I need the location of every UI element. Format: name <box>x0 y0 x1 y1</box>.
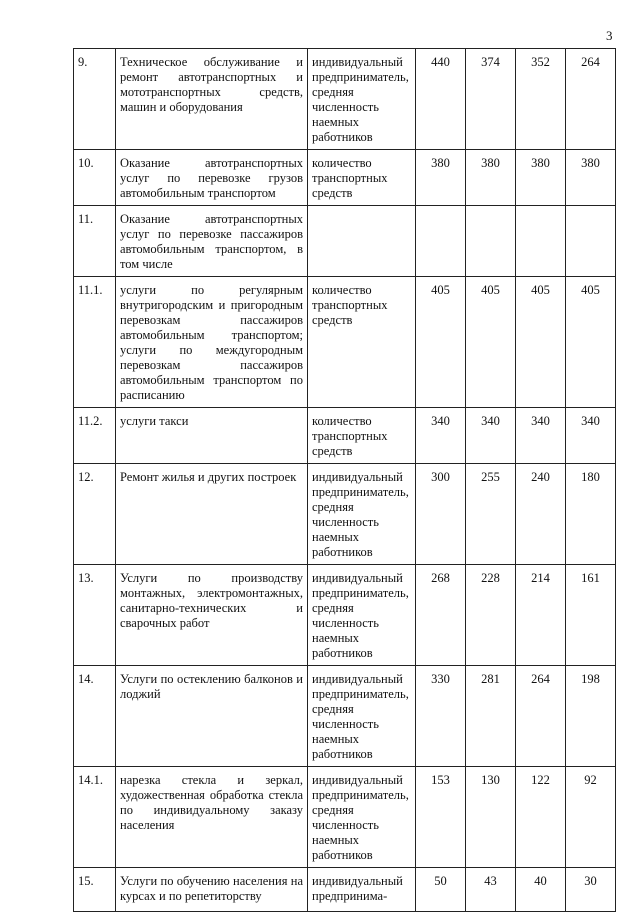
indicator-unit: количество транспортных средств <box>308 277 416 408</box>
value-cell: 340 <box>466 408 516 464</box>
value-cell: 240 <box>516 464 566 565</box>
indicator-unit: индивидуальный предприниматель, средняя численность наемных работников <box>308 666 416 767</box>
row-number: 11. <box>74 206 116 277</box>
table-row <box>74 767 616 868</box>
value-cell: 340 <box>416 408 466 464</box>
value-cell: 228 <box>466 565 516 666</box>
activity-name: Оказание автотранспортных услуг по перевозке пассажиров автомобильным транспортом, в том числе <box>116 206 308 277</box>
indicator-unit: индивидуальный предпринима- <box>308 868 416 912</box>
value-cell: 380 <box>466 150 516 206</box>
table-row <box>74 277 616 408</box>
value-cell: 122 <box>516 767 566 868</box>
activity-name: Техническое обслуживание и ремонт автотранспортных и мототранспортных средств, машин и оборудования <box>116 49 308 150</box>
value-cell: 405 <box>416 277 466 408</box>
value-cell: 405 <box>466 277 516 408</box>
value-cell: 380 <box>516 150 566 206</box>
activity-name: Оказание автотранспортных услуг по перевозке грузов автомобильным транспортом <box>116 150 308 206</box>
activity-name: нарезка стекла и зеркал, художественная обработка стекла по индивидуальному заказу населения <box>116 767 308 868</box>
value-cell: 198 <box>566 666 616 767</box>
activity-name: Услуги по остеклению балконов и лоджий <box>116 666 308 767</box>
value-cell: 440 <box>416 49 466 150</box>
indicator-unit: индивидуальный предприниматель, средняя численность наемных работников <box>308 565 416 666</box>
activity-name: Услуги по производству монтажных, электромонтажных, санитарно-технических и сварочных работ <box>116 565 308 666</box>
activity-name: услуги по регулярным внутригородским и пригородным перевозкам пассажиров автомобильным транспортом; услуги по междугородным перевозкам пассажиров автомобильным транспортом по расписанию <box>116 277 308 408</box>
indicator-unit: индивидуальный предприниматель, средняя численность наемных работников <box>308 49 416 150</box>
value-cell: 330 <box>416 666 466 767</box>
activity-name: Ремонт жилья и других построек <box>116 464 308 565</box>
row-number: 15. <box>74 868 116 912</box>
value-cell <box>466 206 516 277</box>
value-cell: 180 <box>566 464 616 565</box>
value-cell: 374 <box>466 49 516 150</box>
tariff-table <box>73 48 616 912</box>
value-cell: 255 <box>466 464 516 565</box>
row-number: 11.1. <box>74 277 116 408</box>
value-cell <box>516 206 566 277</box>
row-number: 9. <box>74 49 116 150</box>
value-cell: 43 <box>466 868 516 912</box>
activity-name: Услуги по обучению населения на курсах и по репетиторству <box>116 868 308 912</box>
value-cell: 340 <box>566 408 616 464</box>
value-cell: 264 <box>566 49 616 150</box>
value-cell: 380 <box>416 150 466 206</box>
table-row <box>74 408 616 464</box>
activity-name: услуги такси <box>116 408 308 464</box>
indicator-unit: индивидуальный предприниматель, средняя численность наемных работников <box>308 767 416 868</box>
value-cell: 214 <box>516 565 566 666</box>
row-number: 12. <box>74 464 116 565</box>
value-cell: 161 <box>566 565 616 666</box>
value-cell: 92 <box>566 767 616 868</box>
table-row <box>74 666 616 767</box>
table-row <box>74 464 616 565</box>
value-cell: 352 <box>516 49 566 150</box>
row-number: 11.2. <box>74 408 116 464</box>
value-cell: 380 <box>566 150 616 206</box>
value-cell: 268 <box>416 565 466 666</box>
indicator-unit <box>308 206 416 277</box>
indicator-unit: количество транспортных средств <box>308 408 416 464</box>
value-cell: 130 <box>466 767 516 868</box>
table-row <box>74 49 616 150</box>
indicator-unit: количество транспортных средств <box>308 150 416 206</box>
row-number: 10. <box>74 150 116 206</box>
value-cell: 40 <box>516 868 566 912</box>
value-cell: 50 <box>416 868 466 912</box>
row-number: 13. <box>74 565 116 666</box>
value-cell: 153 <box>416 767 466 868</box>
value-cell: 281 <box>466 666 516 767</box>
value-cell: 264 <box>516 666 566 767</box>
row-number: 14. <box>74 666 116 767</box>
value-cell: 405 <box>516 277 566 408</box>
table-row <box>74 206 616 277</box>
value-cell: 30 <box>566 868 616 912</box>
indicator-unit: индивидуальный предприниматель, средняя численность наемных работников <box>308 464 416 565</box>
value-cell <box>566 206 616 277</box>
value-cell: 340 <box>516 408 566 464</box>
table-row <box>74 150 616 206</box>
value-cell: 405 <box>566 277 616 408</box>
value-cell: 300 <box>416 464 466 565</box>
page-number: 3 <box>606 28 613 43</box>
value-cell <box>416 206 466 277</box>
row-number: 14.1. <box>74 767 116 868</box>
table-row <box>74 565 616 666</box>
